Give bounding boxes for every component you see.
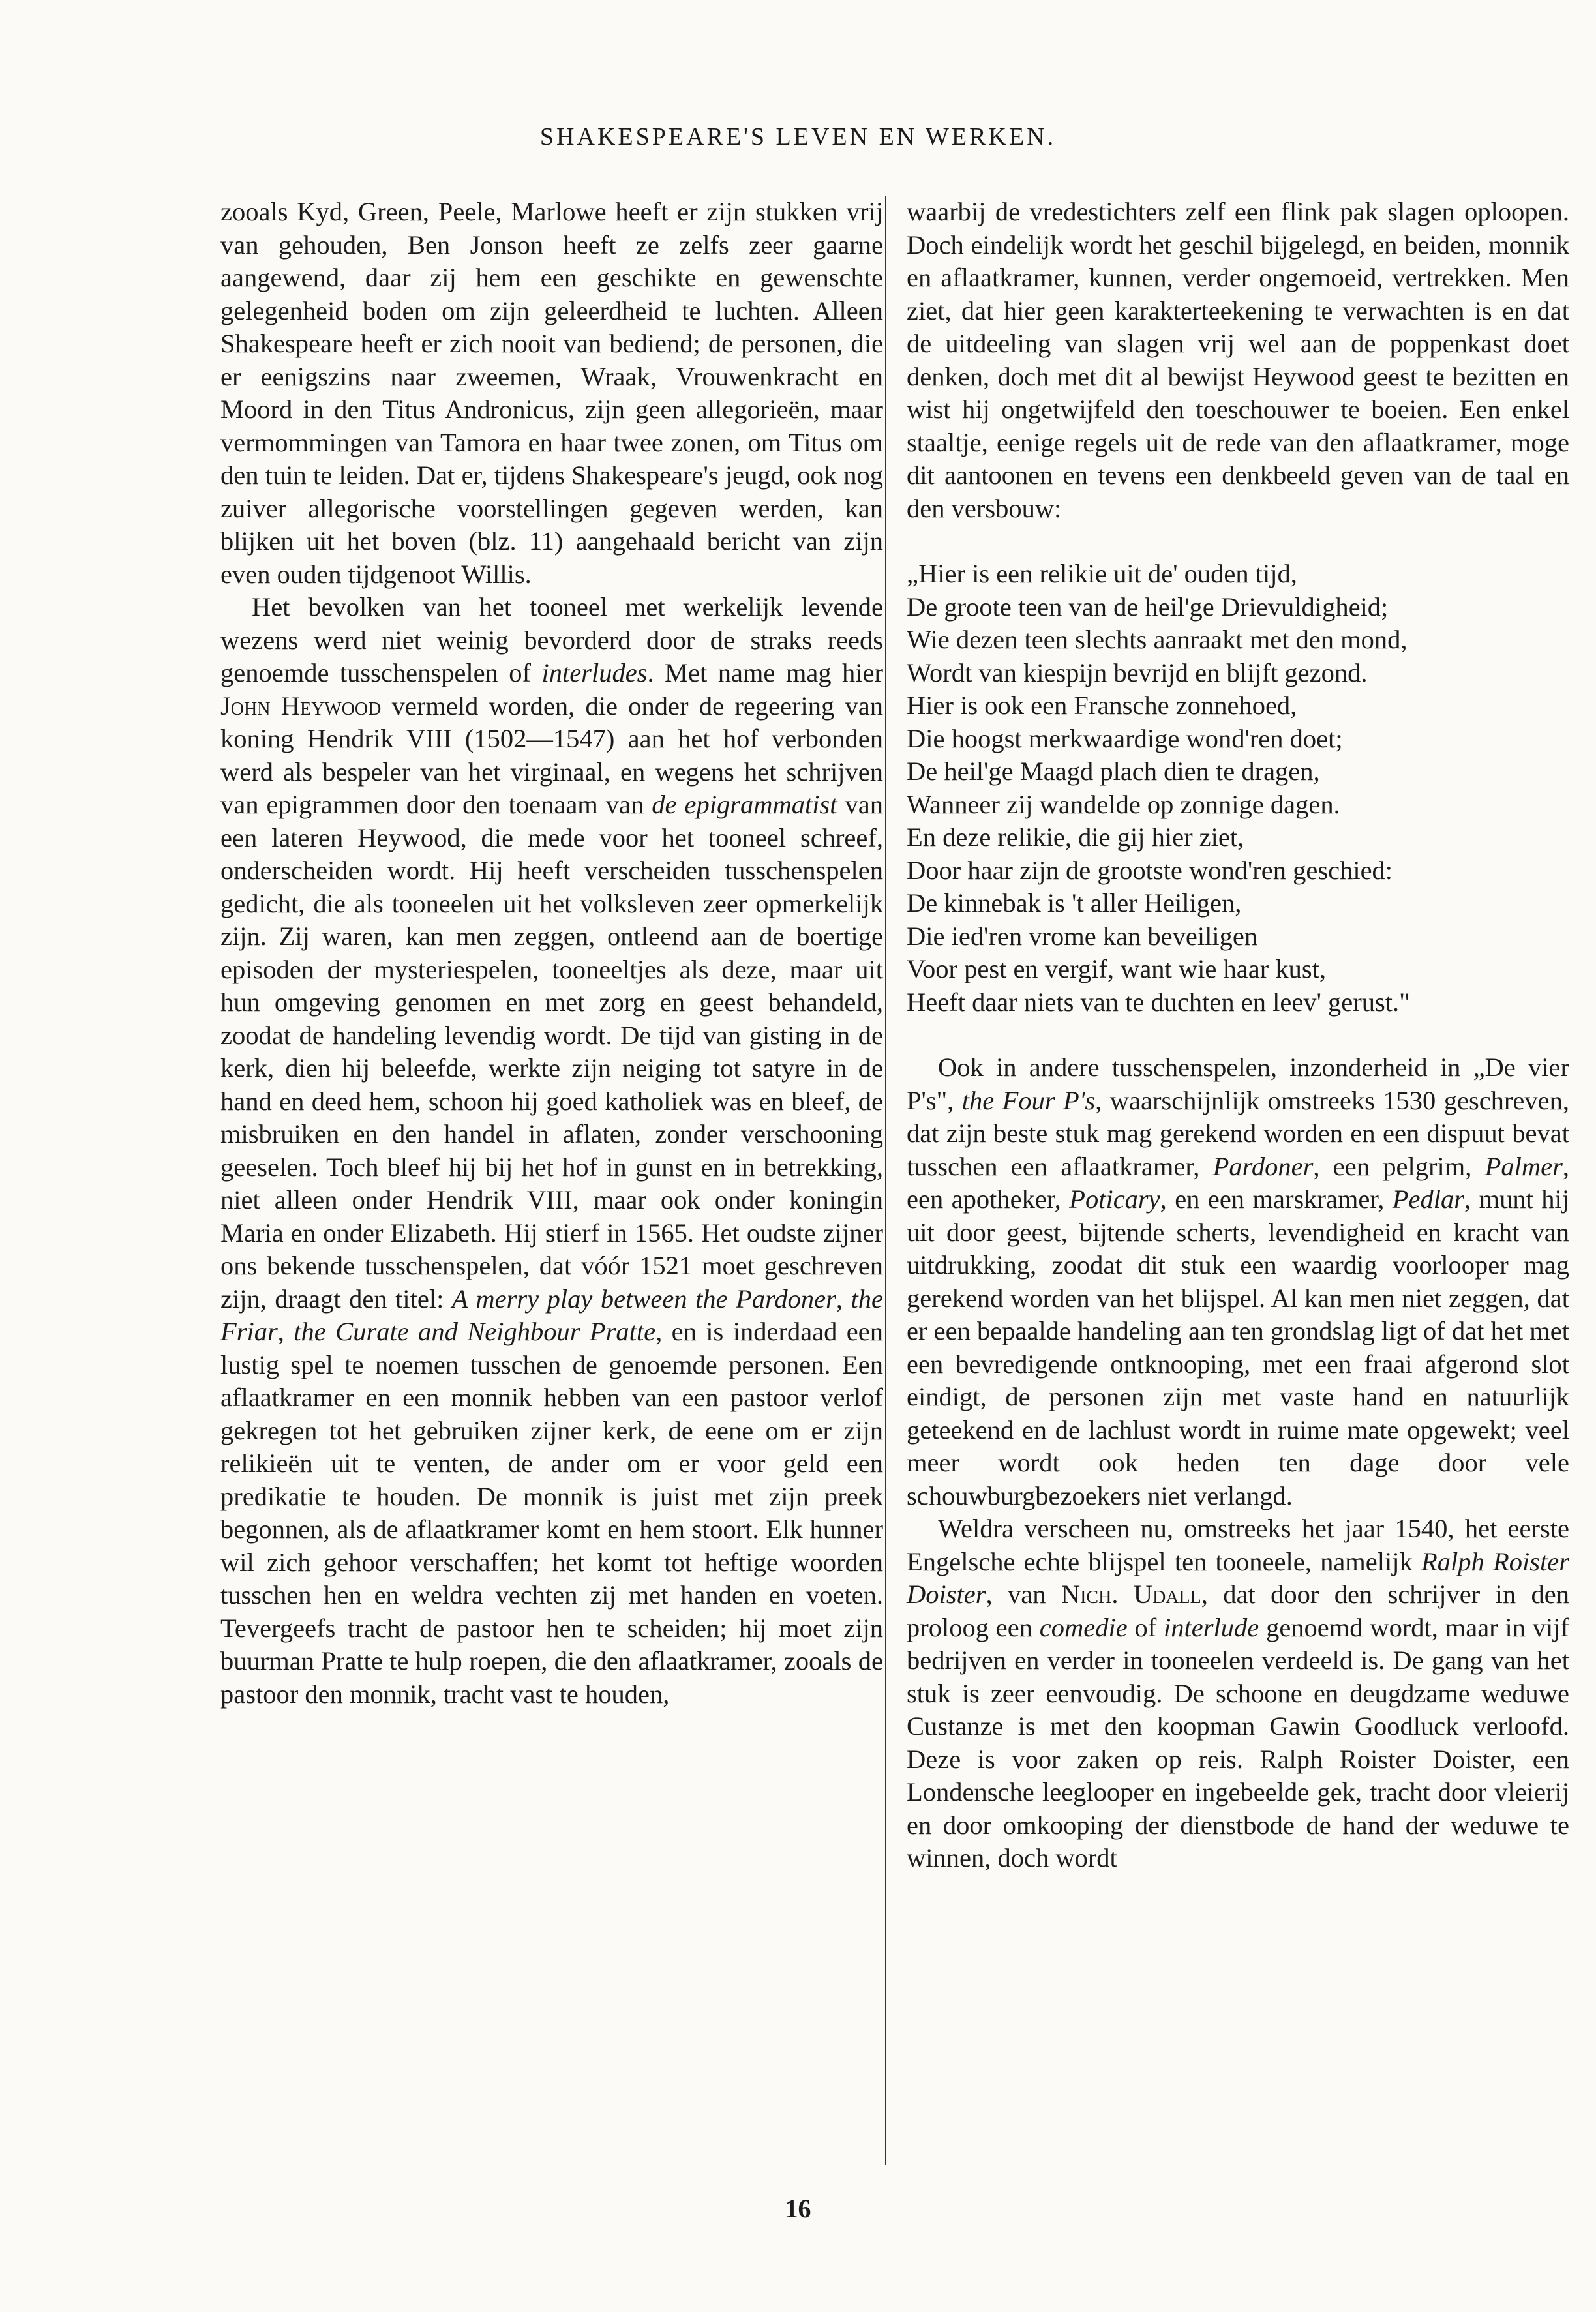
verse-line: Wordt van kiespijn bevrijd en blijft gezond. xyxy=(907,657,1368,687)
text-run: , dat door den schrijver in den proloog een xyxy=(907,1580,1569,1642)
italic-term: de epigrammatist xyxy=(652,790,837,819)
text-run: Ook in andere tusschenspelen, inzonderheid in „De vier P's", xyxy=(907,1053,1569,1115)
paragraph xyxy=(220,591,883,1711)
author-name: Nich. Udall xyxy=(1061,1580,1201,1609)
text-run: vermeld worden, die onder de regeering van koning Hendrik VIII (1502—1547) aan het hof verbonden werd als bespeler van het virginaal, en wegens het schrijven van epigrammen door den toenaam van xyxy=(220,691,884,819)
verse-line: Voor pest en vergif, want wie haar kust, xyxy=(907,954,1326,983)
italic-term: comedie xyxy=(1039,1612,1128,1642)
text-run: van een lateren Heywood, die mede voor het tooneel schreef, onderscheiden wordt. Hij heeft verscheiden tusschenspelen gedicht, die als tooneelen uit het volksleven zeer opmerkelijk zijn. Zij waren, kan men zeggen, ontleend aan de boertige episoden der mysteriespelen, tooneeltjes als deze, maar uit hun omgeving genomen en met zorg en geest behandeld, zoodat de handeling levendig wordt. De tijd van gisting in de kerk, dien hij beleefde, werkte zijn neiging tot satyre in de hand en deed hem, schoon hij goed katholiek was en bleef, de misbruiken en den handel in aflaten, zonder verschooning geeselen. Toch bleef hij bij het hof in gunst en in betrekking, niet alleen onder Hendrik VIII, maar ook onder koningin Maria en onder Elizabeth. Hij stierf in 1565. Het oudste zijner ons bekende tusschenspelen, dat vóór 1521 moet geschreven zijn, draagt den titel: xyxy=(220,790,883,1314)
verse-line: De heil'ge Maagd plach dien te dragen, xyxy=(907,757,1320,786)
verse-line: Die hoogst merkwaardige wond'ren doet; xyxy=(907,723,1343,753)
work-title: the Curate and Neighbour Pratte xyxy=(294,1317,656,1346)
verse-quotation xyxy=(907,558,1569,1019)
verse-line: Hier is ook een Fransche zonnehoed, xyxy=(907,691,1297,720)
paragraph: waarbij de vredestichters zelf een flink pak slagen oploopen. Doch eindelijk wordt het geschil bijgelegd, en beiden, monnik en aflaatkramer, kunnen, verder ongemoeid, vertrekken. Men ziet, dat hier geen karakterteekening te verwachten is en dat de uitdeeling van slagen vrij wel aan de poppenkast doet denken, doch met dit al bewijst Heywood geest te bezitten en wist hij ongetwijfeld den toeschouwer te boeien. Een enkel staaltje, eenige regels uit de rede van den aflaatkramer, moge dit aantoonen en tevens een denkbeeld geven van de taal en den versbouw: xyxy=(907,197,1569,523)
verse-line: Heeft daar niets van te duchten en leev' gerust." xyxy=(907,987,1410,1017)
text-run: . Met name mag hier xyxy=(647,658,883,687)
text-run: , en een marskramer, xyxy=(1160,1184,1393,1214)
running-header: SHAKESPEARE'S LEVEN EN WERKEN. xyxy=(539,123,1057,151)
text-run: , een pelgrim, xyxy=(1313,1151,1485,1181)
verse-line: Die ied'ren vrome kan beveiligen xyxy=(907,921,1258,951)
page-number: 16 xyxy=(785,2194,811,2223)
text-run: genoemd wordt, maar in vijf bedrijven en verder in tooneelen verdeeld is. De gang van het stuk is zeer eenvoudig. De schoone en deugdzame weduwe Custanze is met den koopman Gawin Goodluck verloofd. Deze is voor zaken op reis. Ralph Roister Doister, een Londensche leeglooper en ingebeelde gek, tracht door vleierij en door omkooping der dienstbode de hand der weduwe te winnen, doch wordt xyxy=(907,1612,1569,1872)
italic-term: Pedlar xyxy=(1392,1184,1465,1214)
italic-term: Palmer xyxy=(1484,1151,1563,1181)
paragraph xyxy=(907,1051,1569,1512)
work-title: the Four P's xyxy=(961,1085,1096,1115)
text-run: Weldra verscheen nu, omstreeks het jaar 1540, het eerste Engelsche echte blijspel ten tooneele, namelijk xyxy=(907,1514,1569,1576)
text-run: , xyxy=(836,1284,851,1314)
work-title: Ralph Roister Doister xyxy=(907,1546,1570,1609)
paragraph: zooals Kyd, Green, Peele, Marlowe heeft er zijn stukken vrij van gehouden, Ben Jonson heeft ze zelfs zeer gaarne aangewend, daar zij hem een geschikte en gewenschte gelegenheid boden om zijn geleerdheid te luchten. Alleen Shakespeare heeft er zich nooit van bediend; de personen, die er eenigszins naar zweemen, Wraak, Vrouwenkracht en Moord in den Titus Andronicus, zijn geen allegorieën, maar vermommingen van Tamora en haar twee zonen, om Titus om den tuin te leiden. Dat er, tijdens Shakespeare's jeugd, ook nog zuiver allegorische voorstellingen gegeven werden, kan blijken uit het boven (blz. 11) aangehaald bericht van zijn even ouden tijdgenoot Willis. xyxy=(220,197,883,589)
verse-line: „Hier is een relikie uit de' ouden tijd, xyxy=(907,559,1297,588)
right-column xyxy=(907,196,1569,1875)
author-name: John Heywood xyxy=(220,691,382,721)
text-run: , en is inderdaad een lustig spel te noemen tusschen de genoemde personen. Een aflaatkramer en een monnik hebben van een pastoor verlof gekregen tot het gebruiken zijner kerk, de eene om er zijn relikieën uit te venten, de ander om er voor geld een predikatie te houden. De monnik is juist met zijn preek begonnen, als de aflaatkramer komt en hem stoort. Elk hunner wil zich gehoor verschaffen; het komt tot heftige woorden tusschen hen en weldra vechten zij met handen en voeten. Tevergeefs tracht de pastoor hen te scheiden; hij moet zijn buurman Pratte te hulp roepen, die den aflaatkramer, zooals de pastoor den monnik, tracht vast te houden, xyxy=(220,1317,883,1709)
text-run: , munt hij uit door geest, bijtende scherts, levendigheid en kracht van uitdrukking, zoodat dit stuk een waardig voorlooper mag gerekend worden van het blijspel. Al kan men niet zeggen, dat er een bepaalde handeling aan ten grondslag ligt of dat het met een bevredigende ontknooping, met een fraai afgerond slot eindigt, de personen zijn met vaste hand en natuurlijk geteekend en de lachlust wordt in ruime mate opgewekt; veel meer wordt ook heden ten dage door vele schouwburgbezoekers niet verlangd. xyxy=(907,1184,1569,1510)
left-column xyxy=(220,196,883,1711)
verse-line: De groote teen van de heil'ge Drievuldigheid; xyxy=(907,592,1389,622)
paragraph xyxy=(907,1512,1569,1875)
verse-line: Door haar zijn de grootste wond'ren geschied: xyxy=(907,855,1393,885)
text-run: , xyxy=(277,1317,294,1346)
text-run: Het bevolken van het tooneel met werkelijk levende wezens werd niet weinig bevorderd door de straks reeds genoemde tusschenspelen of xyxy=(220,592,883,687)
italic-term: Pardoner xyxy=(1212,1151,1314,1181)
column-divider xyxy=(885,196,886,2165)
verse-line: De kinnebak is 't aller Heiligen, xyxy=(907,888,1242,918)
text-run: , waarschijnlijk omstreeks 1530 geschreven, dat zijn beste stuk mag gerekend worden en een dispuut bevat tusschen een aflaatkramer, xyxy=(907,1085,1569,1181)
work-title: A merry play between the Pardoner xyxy=(451,1284,836,1314)
text-run: of xyxy=(1127,1612,1164,1642)
text-run: , een apotheker, xyxy=(907,1151,1570,1214)
work-title: the Friar xyxy=(220,1284,883,1346)
verse-line: Wanneer zij wandelde op zonnige dagen. xyxy=(907,789,1340,819)
verse-line: Wie dezen teen slechts aanraakt met den mond, xyxy=(907,625,1408,654)
italic-term: interludes xyxy=(541,658,648,687)
italic-term: interlude xyxy=(1164,1612,1259,1642)
italic-term: Poticary xyxy=(1069,1184,1160,1214)
verse-line: En deze relikie, die gij hier ziet, xyxy=(907,822,1244,852)
text-run: , van xyxy=(986,1580,1061,1609)
